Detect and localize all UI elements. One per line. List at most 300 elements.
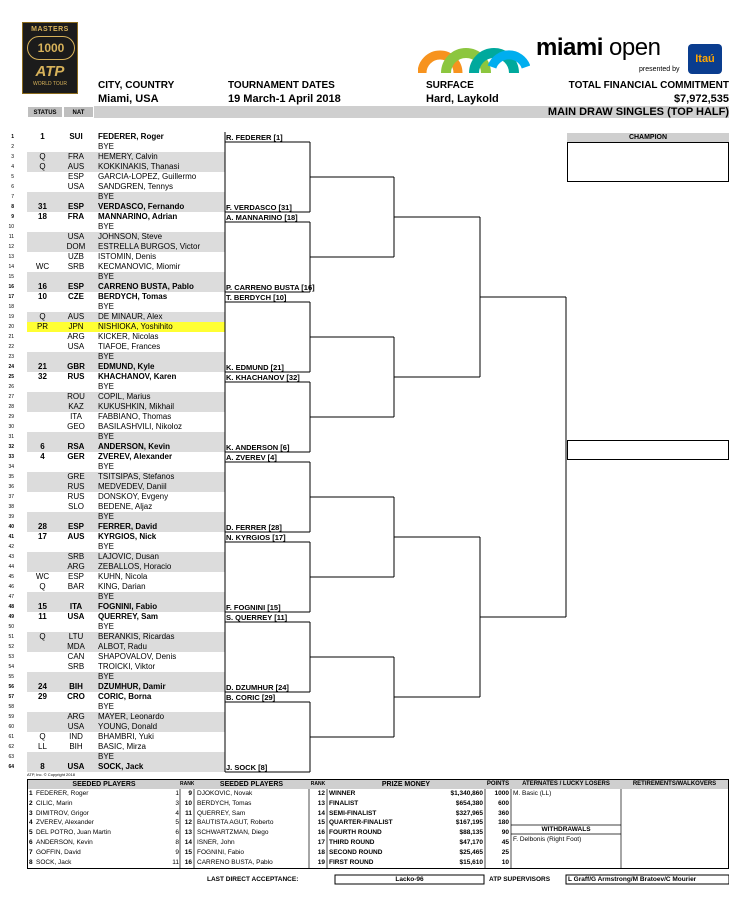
- entry-status: 1: [40, 132, 45, 141]
- prize-round: FIRST ROUND: [329, 858, 374, 866]
- entry-number: 44: [8, 564, 14, 570]
- entry-status: WC: [35, 262, 50, 271]
- entry-nationality: SRB: [67, 262, 85, 271]
- draw-entry-row: [8, 752, 225, 762]
- seed-rank: 3: [175, 799, 179, 807]
- entry-status: PR: [36, 322, 49, 331]
- draw-entry-row: [8, 472, 225, 482]
- entry-number: 31: [8, 434, 14, 440]
- entry-number: 34: [8, 464, 14, 470]
- entry-player-name: BASIC, Mirza: [98, 742, 147, 751]
- draw-entry-row: [11, 212, 225, 222]
- prize-header: PRIZE MONEY: [327, 780, 485, 789]
- entry-number: 37: [8, 494, 14, 500]
- entry-number: 57: [8, 694, 14, 700]
- entry-nationality: KAZ: [68, 402, 84, 411]
- draw-entry-row: [8, 252, 225, 262]
- entry-number: 13: [8, 254, 14, 260]
- draw-entry-row: [8, 232, 225, 242]
- entry-status: 21: [38, 362, 47, 371]
- seed-player-name: CARRENO BUSTA, Pablo: [197, 858, 273, 866]
- entry-number: 32: [8, 444, 14, 450]
- entry-player-name: SHAPOVALOV, Denis: [98, 652, 177, 661]
- draw-entry-row: [8, 682, 225, 692]
- presented-by: presented by: [639, 66, 680, 73]
- entry-number: 45: [8, 574, 14, 580]
- draw-entry-row: [8, 502, 225, 512]
- draw-entry-row: [8, 272, 225, 282]
- draw-entry-row: [8, 762, 225, 772]
- withdrawals-value: F. Delbonis (Right Foot): [513, 836, 582, 843]
- entry-number: 1: [11, 134, 14, 140]
- entry-number: 54: [8, 664, 14, 670]
- entry-nationality: LTU: [68, 632, 84, 641]
- seed-player-name: QUERREY, Sam: [197, 809, 246, 817]
- prize-round: QUARTER-FINALIST: [329, 819, 393, 827]
- entry-player-name: FEDERER, Roger: [98, 132, 164, 141]
- draw-entry-row: [8, 242, 225, 252]
- draw-entry-row: [8, 352, 225, 362]
- second-round-player: A. ZVEREV [4]: [226, 453, 277, 462]
- entry-player-name: BYE: [98, 272, 115, 281]
- entry-number: 9: [11, 214, 14, 220]
- prize-amount: $88,135: [459, 829, 483, 837]
- atp-masters-logo: [22, 22, 78, 94]
- entry-number: 48: [8, 604, 14, 610]
- seed-player-name: SCHWARTZMAN, Diego: [197, 829, 269, 837]
- prize-amount: $327,965: [455, 809, 483, 817]
- entry-status: Q: [39, 632, 46, 641]
- entry-player-name: BERANKIS, Ricardas: [98, 632, 175, 641]
- dates-value: 19 March-1 April 2018: [228, 93, 341, 105]
- entry-status: 8: [40, 762, 45, 771]
- entry-player-name: KING, Darian: [98, 582, 146, 591]
- entry-player-name: KOKKINAKIS, Thanasi: [98, 162, 180, 171]
- entry-nationality: GBR: [67, 362, 85, 371]
- seed-number: 6: [29, 839, 33, 846]
- entry-nationality: GER: [67, 452, 85, 461]
- entry-number: 46: [8, 584, 14, 590]
- entry-player-name: CORIC, Borna: [98, 692, 152, 701]
- entry-player-name: BYE: [98, 752, 115, 761]
- draw-entry-row: [8, 532, 225, 542]
- draw-entry-row: [8, 612, 225, 622]
- seed-number: 11: [185, 809, 192, 817]
- entry-player-name: ZVEREV, Alexander: [98, 452, 173, 461]
- draw-entry-row: [8, 362, 225, 372]
- entry-nationality: UZB: [68, 252, 84, 261]
- prize-amount: $25,465: [459, 848, 483, 856]
- alternates-header: ATERNATES / LUCKY LOSERS: [511, 780, 621, 789]
- draw-entry-row: [8, 332, 225, 342]
- entry-player-name: BYE: [98, 512, 115, 521]
- second-round-player: K. EDMUND [21]: [226, 363, 284, 372]
- seed-player-name: DIMITROV, Grigor: [36, 809, 89, 817]
- entry-status: 18: [38, 212, 47, 221]
- entry-player-name: HEMERY, Calvin: [98, 152, 158, 161]
- seed-player-name: ISNER, John: [197, 839, 235, 846]
- entry-number: 42: [8, 544, 14, 550]
- draw-entry-row: [8, 592, 225, 602]
- prize-points: 600: [498, 799, 509, 807]
- entry-player-name: FERRER, David: [98, 522, 158, 531]
- entry-player-name: TSITSIPAS, Stefanos: [98, 472, 175, 481]
- status-header: STATUS: [27, 106, 63, 118]
- entry-player-name: NISHIOKA, Yoshihito: [98, 322, 173, 331]
- draw-entry-row: [8, 422, 225, 432]
- supervisors-value: L Graff/G Armstrong/M Bratoev/C Mourier: [568, 876, 697, 883]
- entry-status: 32: [38, 372, 47, 381]
- entry-player-name: BYE: [98, 302, 115, 311]
- prize-round: SECOND ROUND: [329, 848, 383, 856]
- entry-player-name: KICKER, Nicolas: [98, 332, 159, 341]
- draw-entry-row: [11, 152, 225, 162]
- entry-number: 52: [8, 644, 14, 650]
- seed-player-name: BERDYCH, Tomas: [197, 799, 252, 807]
- prize-amount: $654,380: [455, 799, 483, 807]
- entry-number: 16: [8, 284, 14, 290]
- entry-nationality: AUS: [67, 162, 85, 171]
- entry-number: 41: [8, 534, 14, 540]
- logo-atp-text: ATP: [35, 63, 65, 80]
- entry-player-name: QUERREY, Sam: [98, 612, 159, 621]
- entry-number: 5: [11, 174, 14, 180]
- draw-entry-row: [8, 662, 225, 672]
- seed-player-name: ZVEREV, Alexander: [36, 819, 94, 827]
- logo-worldtour-text: WORLD TOUR: [33, 81, 67, 87]
- entry-nationality: FRA: [68, 152, 84, 161]
- rank-header-left: RANK: [180, 781, 195, 787]
- entry-number: 47: [8, 594, 14, 600]
- entry-status: Q: [39, 152, 46, 161]
- entry-status: Q: [39, 312, 46, 321]
- entry-status: 24: [38, 682, 47, 691]
- entry-player-name: FABBIANO, Thomas: [98, 412, 172, 421]
- entry-number: 15: [8, 274, 14, 280]
- entry-nationality: USA: [67, 762, 85, 771]
- retirements-header: RETIREMENTS/WALKOVERS: [621, 780, 728, 789]
- entry-nationality: JPN: [68, 322, 84, 331]
- seed-rank: 9: [175, 848, 179, 856]
- entry-number: 4: [11, 164, 14, 170]
- draw-entry-row: [8, 542, 225, 552]
- draw-entry-row: [8, 712, 225, 722]
- entry-number: 38: [8, 504, 14, 510]
- entry-player-name: KECMANOVIC, Miomir: [98, 262, 181, 271]
- entry-player-name: KUHN, Nicola: [98, 572, 148, 581]
- draw-entry-row: [8, 482, 225, 492]
- prize-amount: $1,340,860: [450, 790, 483, 797]
- seed-rank: 19: [317, 858, 325, 866]
- prize-points: 360: [498, 809, 509, 817]
- draw-entry-row: [8, 412, 225, 422]
- entry-player-name: TROICKI, Viktor: [98, 662, 156, 671]
- seed-number: 16: [184, 858, 192, 866]
- sponsor-logo: Itaú: [688, 44, 722, 74]
- entry-number: 62: [8, 744, 14, 750]
- entry-player-name: SOCK, Jack: [98, 762, 144, 771]
- seed-rank: 11: [172, 858, 179, 866]
- entry-nationality: FRA: [67, 212, 85, 221]
- draw-entry-row: [11, 202, 225, 212]
- entry-number: 30: [8, 424, 14, 430]
- second-round-player: R. FEDERER [1]: [226, 133, 283, 142]
- seed-number: 2: [29, 799, 33, 807]
- draw-entry-row: [8, 312, 225, 322]
- entry-number: 12: [8, 244, 14, 250]
- second-round-player: K. ANDERSON [6]: [226, 443, 290, 452]
- entry-number: 59: [8, 714, 14, 720]
- seed-rank: 12: [317, 790, 325, 797]
- entry-player-name: EDMUND, Kyle: [98, 362, 155, 371]
- entry-player-name: BYE: [98, 462, 115, 471]
- seed-number: 15: [184, 848, 192, 856]
- draw-entry-row: [8, 382, 225, 392]
- entry-number: 3: [11, 154, 14, 160]
- draw-entry-row: [8, 302, 225, 312]
- entry-nationality: SUI: [69, 132, 83, 141]
- final-slot: [567, 440, 729, 460]
- entry-player-name: DZUMHUR, Damir: [98, 682, 166, 691]
- entry-status: 6: [40, 442, 45, 451]
- entry-number: 33: [8, 454, 14, 460]
- entry-player-name: BYE: [98, 222, 115, 231]
- seed-player-name: GOFFIN, David: [36, 848, 81, 856]
- seed-player-name: BAUTISTA AGUT, Roberto: [197, 819, 274, 827]
- seed-number: 9: [188, 790, 192, 797]
- entry-player-name: COPIL, Marius: [98, 392, 151, 401]
- entry-number: 64: [8, 764, 14, 770]
- surface-value: Hard, Laykold: [426, 93, 499, 105]
- seed-rank: 8: [175, 839, 179, 846]
- entry-player-name: ZEBALLOS, Horacio: [98, 562, 172, 571]
- draw-entry-row: [8, 562, 225, 572]
- entry-nationality: RSA: [67, 442, 85, 451]
- entry-nationality: SRB: [67, 552, 85, 561]
- entry-number: 11: [8, 234, 14, 240]
- seeded-header-right: SEEDED PLAYERS: [194, 780, 309, 789]
- seed-number: 7: [29, 848, 33, 856]
- seed-player-name: DJOKOVIC, Novak: [197, 790, 253, 797]
- seed-rank: 15: [317, 819, 325, 827]
- entry-player-name: CARRENO BUSTA, Pablo: [98, 282, 194, 291]
- second-round-player: D. DZUMHUR [24]: [226, 683, 289, 692]
- surface-label: SURFACE: [426, 80, 474, 91]
- seed-number: 8: [29, 858, 33, 866]
- entry-number: 8: [11, 204, 14, 210]
- seed-player-name: FOGNINI, Fabio: [197, 848, 244, 856]
- seed-number: 12: [184, 819, 192, 827]
- entry-number: 17: [8, 294, 14, 300]
- draw-entry-row: [8, 442, 225, 452]
- seed-rank: 5: [175, 819, 179, 827]
- seed-player-name: ANDERSON, Kevin: [36, 839, 93, 846]
- entry-player-name: MANNARINO, Adrian: [98, 212, 178, 221]
- second-round-player: A. MANNARINO [18]: [226, 213, 298, 222]
- draw-entry-row: [8, 392, 225, 402]
- second-round-player: P. CARRENO BUSTA [16]: [226, 283, 315, 292]
- entry-number: 7: [11, 194, 14, 200]
- prize-round: FINALIST: [329, 799, 359, 807]
- last-direct-label: LAST DIRECT ACCEPTANCE:: [207, 876, 299, 883]
- entry-nationality: ARG: [67, 332, 85, 341]
- draw-entry-row: [8, 632, 225, 642]
- champion-label: CHAMPION: [567, 133, 729, 142]
- entry-status: 16: [38, 282, 47, 291]
- supervisors-label: ATP SUPERVISORS: [489, 876, 551, 883]
- entry-nationality: ITA: [70, 412, 82, 421]
- prize-amount: $15,610: [459, 858, 483, 866]
- entry-number: 58: [8, 704, 14, 710]
- second-round-player: J. SOCK [8]: [226, 763, 268, 772]
- prize-points: 10: [501, 858, 509, 866]
- entry-player-name: VERDASCO, Fernando: [98, 202, 185, 211]
- brand-name: [536, 34, 660, 62]
- draw-entry-row: [8, 652, 225, 662]
- last-direct-value: Lacko-96: [395, 876, 424, 883]
- entry-nationality: RUS: [67, 372, 85, 381]
- entry-number: 18: [8, 304, 14, 310]
- entry-player-name: BYE: [98, 622, 115, 631]
- alternates-value: M. Basic (LL): [513, 790, 552, 797]
- entry-number: 53: [8, 654, 14, 660]
- entry-number: 29: [8, 414, 14, 420]
- entry-nationality: DOM: [66, 242, 86, 251]
- entry-number: 6: [11, 184, 14, 190]
- entry-number: 28: [8, 404, 14, 410]
- second-round-player: B. CORIC [29]: [226, 693, 276, 702]
- draw-entry-row: [8, 372, 225, 382]
- entry-number: 36: [8, 484, 14, 490]
- entry-status: 10: [38, 292, 47, 301]
- entry-nationality: ESP: [67, 572, 84, 581]
- draw-title: MAIN DRAW SINGLES (TOP HALF): [547, 106, 729, 118]
- entry-nationality: BIH: [69, 742, 83, 751]
- brand-open: open: [609, 34, 661, 61]
- draw-entry-row: [8, 462, 225, 472]
- seed-rank: 1: [175, 790, 179, 797]
- entry-player-name: BYE: [98, 672, 115, 681]
- draw-entry-row: [8, 322, 225, 332]
- prize-round: THIRD ROUND: [329, 839, 375, 846]
- entry-nationality: BIH: [69, 682, 83, 691]
- withdrawals-header: WITHDRAWALS: [541, 826, 591, 833]
- entry-nationality: CAN: [67, 652, 85, 661]
- city-label: CITY, COUNTRY: [98, 80, 175, 91]
- entry-status: Q: [39, 162, 46, 171]
- draw-entry-row: [8, 492, 225, 502]
- draw-entry-row: [8, 722, 225, 732]
- entry-player-name: TIAFOE, Frances: [98, 342, 161, 351]
- draw-entry-row: [11, 162, 225, 172]
- entry-nationality: ESP: [67, 522, 84, 531]
- draw-entry-row: [11, 192, 225, 202]
- entry-nationality: USA: [67, 612, 85, 621]
- second-round-player: F. FOGNINI [15]: [226, 603, 281, 612]
- brand-main: miami: [536, 34, 603, 61]
- draw-entry-row: [8, 742, 225, 752]
- entry-player-name: SANDGREN, Tennys: [98, 182, 173, 191]
- seed-rank: 18: [317, 848, 325, 856]
- entry-nationality: ESP: [67, 172, 84, 181]
- draw-entry-row: [8, 402, 225, 412]
- entry-number: 21: [8, 334, 14, 340]
- entry-player-name: ANDERSON, Kevin: [98, 442, 171, 451]
- draw-entry-row: [8, 702, 225, 712]
- entry-number: 27: [8, 394, 14, 400]
- entry-player-name: DONSKOY, Evgeny: [98, 492, 169, 501]
- rank-header-right: RANK: [310, 781, 326, 787]
- seed-player-name: DEL POTRO, Juan Martin: [36, 829, 111, 837]
- draw-entry-row: [8, 582, 225, 592]
- entry-player-name: BYE: [98, 352, 115, 361]
- entry-nationality: ESP: [67, 202, 84, 211]
- city-value: Miami, USA: [98, 93, 159, 105]
- draw-entry-row: [8, 692, 225, 702]
- prize-points: 25: [501, 848, 509, 856]
- entry-player-name: BHAMBRI, Yuki: [98, 732, 154, 741]
- entry-status: Q: [39, 732, 46, 741]
- entry-player-name: MAYER, Leonardo: [98, 712, 165, 721]
- entry-nationality: ARG: [67, 712, 85, 721]
- draw-entry-row: [8, 262, 225, 272]
- prize-points: 1000: [494, 790, 509, 797]
- seed-rank: 17: [317, 839, 325, 846]
- draw-entry-row: [8, 672, 225, 682]
- entry-number: 19: [8, 314, 14, 320]
- entry-status: 11: [38, 612, 47, 621]
- entry-number: 60: [8, 724, 14, 730]
- entry-status: 31: [38, 202, 47, 211]
- entry-nationality: SLO: [67, 502, 84, 511]
- prize-round: FOURTH ROUND: [329, 829, 382, 837]
- entry-nationality: MDA: [67, 642, 85, 651]
- entry-status: 17: [38, 532, 47, 541]
- draw-entry-row: [11, 172, 225, 182]
- entry-nationality: ROU: [67, 392, 85, 401]
- entry-number: 56: [8, 684, 14, 690]
- entry-number: 24: [8, 364, 14, 370]
- draw-entry-row: [8, 432, 225, 442]
- seeded-header-left: SEEDED PLAYERS: [28, 780, 180, 789]
- draw-entry-row: [8, 642, 225, 652]
- seed-player-name: FEDERER, Roger: [36, 790, 89, 797]
- entry-number: 23: [8, 354, 14, 360]
- seed-rank: 14: [317, 809, 325, 817]
- prize-amount: $167,195: [455, 819, 483, 827]
- entry-nationality: GRE: [67, 472, 85, 481]
- second-round-player: S. QUERREY [11]: [226, 613, 288, 622]
- entry-status: Q: [39, 582, 46, 591]
- champion-slot: [568, 142, 728, 182]
- draw-entry-row: [8, 222, 225, 232]
- draw-entry-row: [8, 292, 225, 302]
- seed-rank: 16: [317, 829, 325, 837]
- nat-header: NAT: [63, 106, 94, 118]
- commit-value: $7,972,535: [673, 93, 729, 105]
- copyright: ATP, Inc. © Copyright 2018: [27, 772, 75, 777]
- draw-entry-row: [8, 452, 225, 462]
- entry-status: 4: [40, 452, 45, 461]
- entry-number: 14: [8, 264, 14, 270]
- entry-status: WC: [35, 572, 50, 581]
- entry-number: 35: [8, 474, 14, 480]
- entry-number: 26: [8, 384, 14, 390]
- draw-entry-row: [11, 142, 225, 152]
- seed-number: 1: [29, 790, 33, 797]
- entry-player-name: DE MINAUR, Alex: [98, 312, 163, 321]
- second-round-player: N. KYRGIOS [17]: [226, 533, 286, 542]
